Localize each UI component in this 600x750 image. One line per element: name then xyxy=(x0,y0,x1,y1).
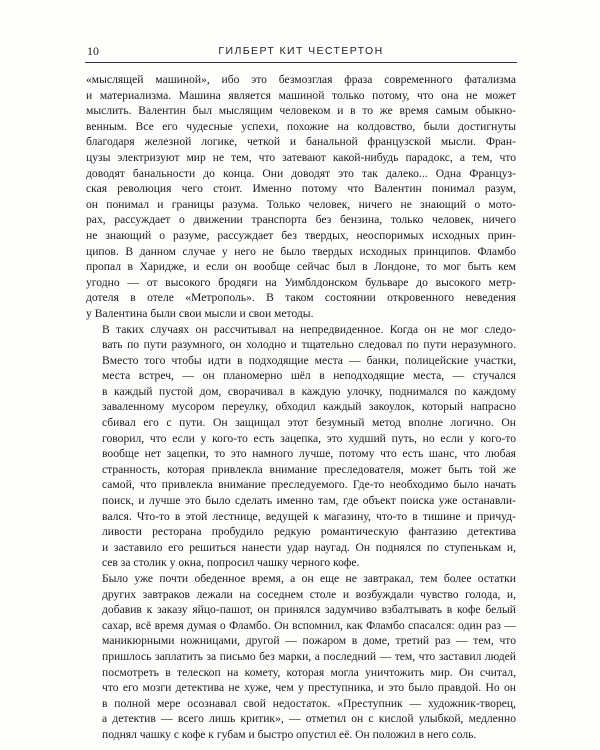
paragraph xyxy=(86,72,516,322)
text-line: у Валентина были свои мысли и свои методы. xyxy=(86,306,314,320)
text-line: мыслить. Валентин был мыслящим человеком и в то же время самым обыкно- xyxy=(86,104,516,118)
text-line: В таких случаях он рассчитывал на непредвиденное. Когда он не мог следо- xyxy=(102,322,516,336)
text-line: ципов. В данном случае у него не было твердых исходных принципов. Фламбо xyxy=(86,244,516,258)
text-line: места встреч, — он планомерно шёл в неподходящие места, — стучался xyxy=(102,369,516,383)
text-line: ливости ресторана пробудило редкую романтическую фантазию детектива xyxy=(102,525,516,539)
text-line: цузы электризуют мир не тем, что затевают какой-нибудь парадокс, а тем, что xyxy=(86,150,516,164)
text-line: угодно — от высокого бродяги на Уимблдонском бульваре до высокого метр- xyxy=(86,275,516,289)
text-line: заваленному мусором переулку, обходил каждый закоулок, который напрасно xyxy=(102,400,516,414)
text-line: маникюрными ножницами, другой — пожаром в доме, третий раз — тем, что xyxy=(102,634,516,648)
text-line: странность, которая привлекла внимание преследователя, может быть той же xyxy=(102,462,516,476)
text-line: поднял чашку с кофе к губам и быстро опустил её. Он положил в него соль. xyxy=(102,727,477,741)
text-line: Вместо того чтобы идти в подходящие места — банки, полицейские участки, xyxy=(102,353,516,367)
text-line: дотеля в отеле «Метрополь». В таком состоянии откровенного неведения xyxy=(86,291,516,305)
page-number: 10 xyxy=(87,44,99,58)
page-header xyxy=(85,42,517,63)
text-line: благодаря железной логике, четкой и банальной французской мысли. Фран- xyxy=(86,135,516,149)
text-line: и заставило его решиться нанести удар наугад. Он поднялся по ступенькам и, xyxy=(102,540,516,554)
text-line: рах, рассуждает о движении транспорта без бензина, только человек, ничего xyxy=(86,213,516,227)
text-line: вался. Что-то в этой лестнице, ведущей к магазину, что-то в тишине и причуд- xyxy=(102,509,516,523)
text-line: самой, что привлекла внимание преследуемого. Где-то необходимо было начать xyxy=(102,478,516,492)
text-line: сев за столик у окна, попросил чашку черного кофе. xyxy=(102,556,360,570)
text-line: что его мозги детектива не хуже, чем у преступника, и это было правдой. Но он xyxy=(102,681,516,695)
text-line: пропал в Харидже, и если он вообще сейчас был в Лондоне, то мог быть кем xyxy=(86,260,516,274)
text-line: сахар, всё время думая о Фламбо. Он вспомнил, как Фламбо спасался: один раз — xyxy=(102,618,516,632)
text-line: венным. Все его чудесные успехи, похожие на колдовство, были достигнуты xyxy=(86,119,516,133)
text-line: посмотреть в телескоп на комету, которая могла уничтожить мир. Он считал, xyxy=(102,665,516,679)
text-line: ская революция чего стоит. Именно потому что Валентин понимал разум, xyxy=(86,182,516,196)
text-line: других завтраков лежали на соседнем столе и возбуждали чувство голода, и, xyxy=(102,587,516,601)
text-line: сбивал его с пути. Он защищал этот безумный метод вполне логично. Он xyxy=(102,416,516,430)
text-line: в каждый пустой дом, сворачивал в каждую улочку, поднимался по каждому xyxy=(102,384,516,398)
text-line: «мыслящей машиной», ибо это безмозглая фраза современного фатализма xyxy=(86,73,516,86)
paragraph xyxy=(86,571,516,743)
text-line: вать по пути разумного, он холодно и тщательно следовал по пути неразумного. xyxy=(102,338,516,352)
body-text xyxy=(86,72,516,743)
text-line: Было уже почти обеденное время, а он еще не завтракал, тем более остатки xyxy=(102,572,516,585)
text-line: он понимал и границы разума. Только человек, ничего не знающий о мото- xyxy=(86,197,516,211)
running-head: ГИЛБЕРТ КИТ ЧЕСТЕРТОН xyxy=(218,45,384,57)
text-line: не знающий о разуме, рассуждает без твердых, неоспоримых исходных прин- xyxy=(86,228,516,242)
text-line: добавив к заказу яйцо-пашот, он принялся задумчиво взбалтывать в кофе белый xyxy=(102,603,516,617)
text-line: поиск, и лучше это было сделать именно там, где объект поиска уже останавли- xyxy=(102,494,516,508)
text-line: говорил, что если у кого-то есть зацепка, это худший путь, но если у кого-то xyxy=(102,431,516,445)
text-line: и материализма. Машина является машиной только потому, что она не может xyxy=(86,88,516,102)
text-line: пришлось заплатить за письмо без марки, а последний — тем, что заставил людей xyxy=(102,649,516,663)
text-line: а детектив — всего лишь критик», — отметил он с кислой улыбкой, медленно xyxy=(102,712,516,726)
paragraph xyxy=(86,322,516,572)
text-line: вообще нет зацепки, то это намного лучше, потому что есть шанс, что любая xyxy=(102,447,516,461)
text-line: в полной мере осознавал свой недостаток. «Преступник — художник-творец, xyxy=(102,696,516,710)
text-line: доводят банальности до конца. Они доводят это так далеко... Одна Француз- xyxy=(86,166,516,180)
